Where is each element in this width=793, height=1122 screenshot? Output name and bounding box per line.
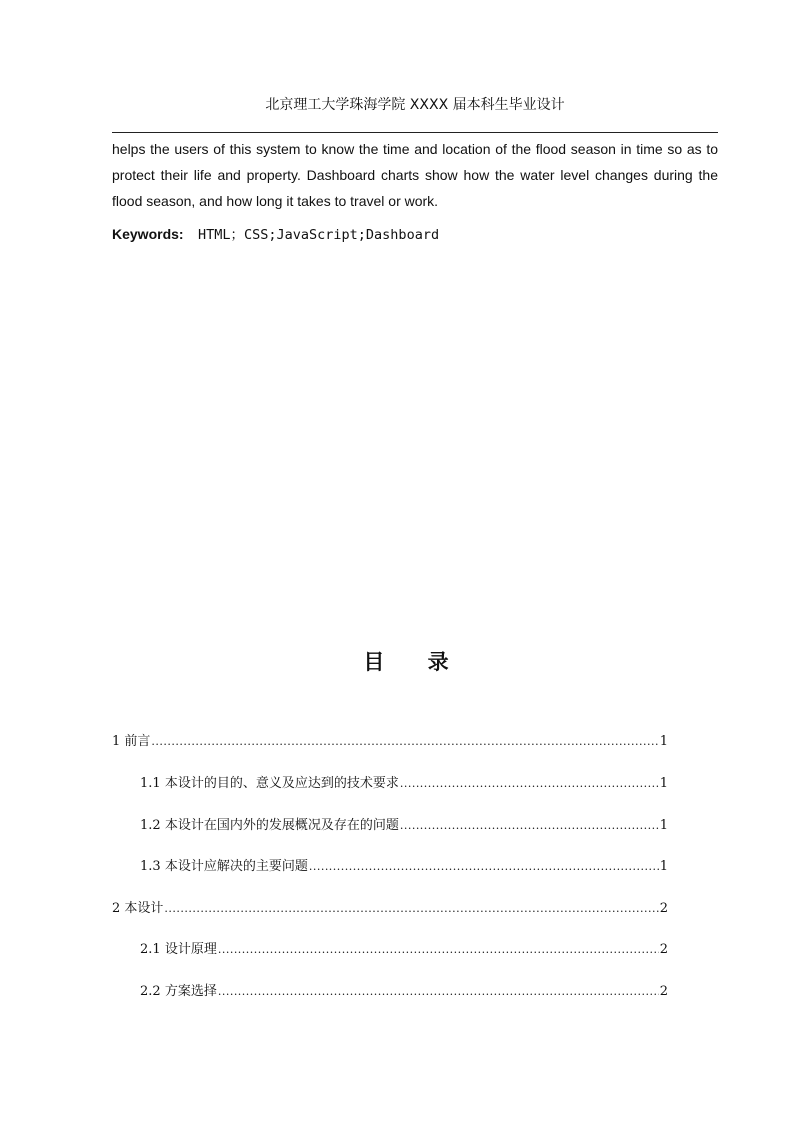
toc-entry-number: 2.1 xyxy=(140,942,165,957)
toc-entry-2-1[interactable] xyxy=(140,941,668,959)
toc-entry-number: 1.1 xyxy=(140,776,165,791)
toc-entry-text: 前言 xyxy=(124,734,151,749)
toc-title: 目 录 xyxy=(363,650,467,674)
toc-entry-page: 2 xyxy=(659,901,668,916)
toc-entry-page: 2 xyxy=(659,984,668,999)
toc-leader-dots xyxy=(164,900,658,918)
toc-entry-page: 1 xyxy=(659,776,668,791)
keywords-value: HTML；CSS;JavaScript;Dashboard xyxy=(198,227,440,243)
toc-leader-dots xyxy=(218,941,659,959)
toc-leader-dots xyxy=(400,817,659,835)
toc-entry-text: 本设计应解决的主要问题 xyxy=(164,859,308,874)
toc-leader-dots xyxy=(400,775,659,793)
toc-entry-page: 2 xyxy=(659,942,668,957)
toc-leader-dots xyxy=(151,733,658,751)
toc-entry-number: 2 xyxy=(112,901,125,916)
page-header: 北京理工大学珠海学院 XXXX 届本科生毕业设计 xyxy=(265,97,565,113)
toc-entry-text: 本设计在国内外的发展概况及存在的问题 xyxy=(164,818,399,833)
toc-entry-page: 1 xyxy=(659,818,668,833)
toc-entry-number: 1 xyxy=(112,734,125,749)
toc-entry-1-2[interactable] xyxy=(140,817,668,835)
toc-entry-page: 1 xyxy=(659,734,668,749)
toc-entry-1[interactable] xyxy=(112,733,668,751)
toc-entry-1-1[interactable] xyxy=(140,775,668,793)
toc-entry-number: 1.2 xyxy=(140,818,165,833)
header-divider xyxy=(112,132,718,133)
toc-entry-number: 1.3 xyxy=(140,859,165,874)
toc-leader-dots xyxy=(218,983,659,1001)
toc-entry-text: 本设计的目的、意义及应达到的技术要求 xyxy=(164,776,399,791)
toc-entry-2[interactable] xyxy=(112,900,668,918)
keywords-line xyxy=(112,223,718,246)
abstract-paragraph: helps the users of this system to know the time and location of the flood season in time so as to protect their life and property. Dashboard charts show how the water level changes during the flood season, and how long it takes to travel or work. xyxy=(112,141,718,209)
keywords-label: Keywords: xyxy=(112,226,184,242)
toc-entry-1-3[interactable] xyxy=(140,858,668,876)
toc-entry-number: 2.2 xyxy=(140,984,165,999)
toc-entry-text: 本设计 xyxy=(124,901,164,916)
toc-leader-dots xyxy=(309,858,659,876)
toc-entry-text: 设计原理 xyxy=(164,942,217,957)
toc-entry-text: 方案选择 xyxy=(164,984,217,999)
toc-entry-2-2[interactable] xyxy=(140,983,668,1001)
toc-entry-page: 1 xyxy=(659,859,668,874)
